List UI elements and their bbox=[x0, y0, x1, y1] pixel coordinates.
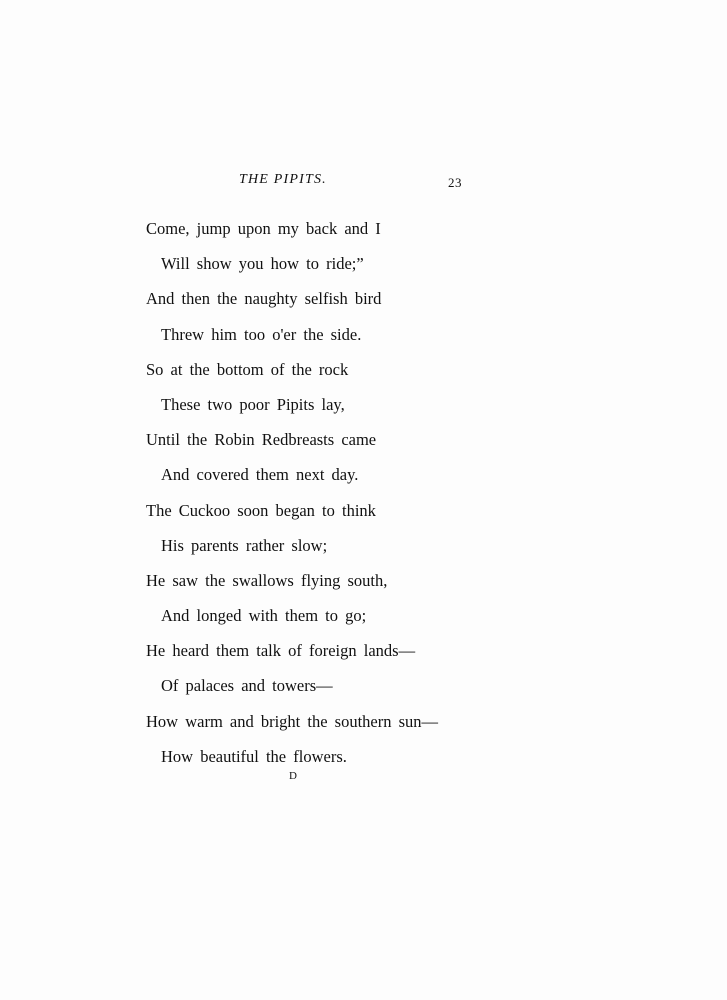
poem-body bbox=[146, 218, 506, 781]
poem-line: Threw him too o'er the side. bbox=[161, 324, 362, 344]
poem-line: His parents rather slow; bbox=[161, 535, 328, 555]
poem-line: And covered them next day. bbox=[161, 465, 359, 485]
poem-line: And then the naughty selfish bird bbox=[146, 289, 382, 309]
poem-line: Will show you how to ride;” bbox=[161, 254, 364, 274]
poem-line: Of palaces and towers— bbox=[161, 676, 333, 696]
poem-line: The Cuckoo soon began to think bbox=[146, 500, 376, 520]
poem-line: And longed with them to go; bbox=[161, 606, 367, 626]
running-head: THE PIPITS. bbox=[239, 172, 327, 187]
poem-line: Until the Robin Redbreasts came bbox=[146, 430, 377, 450]
poem-line: He saw the swallows flying south, bbox=[146, 570, 388, 590]
signature-mark: D bbox=[289, 770, 298, 782]
poem-line: How beautiful the flowers. bbox=[161, 746, 347, 766]
poem-line: He heard them talk of foreign lands— bbox=[146, 641, 416, 661]
poem-line: How warm and bright the southern sun— bbox=[146, 711, 439, 731]
poem-line: So at the bottom of the rock bbox=[146, 359, 349, 379]
poem-line: These two poor Pipits lay, bbox=[161, 394, 345, 414]
page-number: 23 bbox=[448, 175, 462, 190]
poem-line: Come, jump upon my back and I bbox=[146, 219, 381, 238]
